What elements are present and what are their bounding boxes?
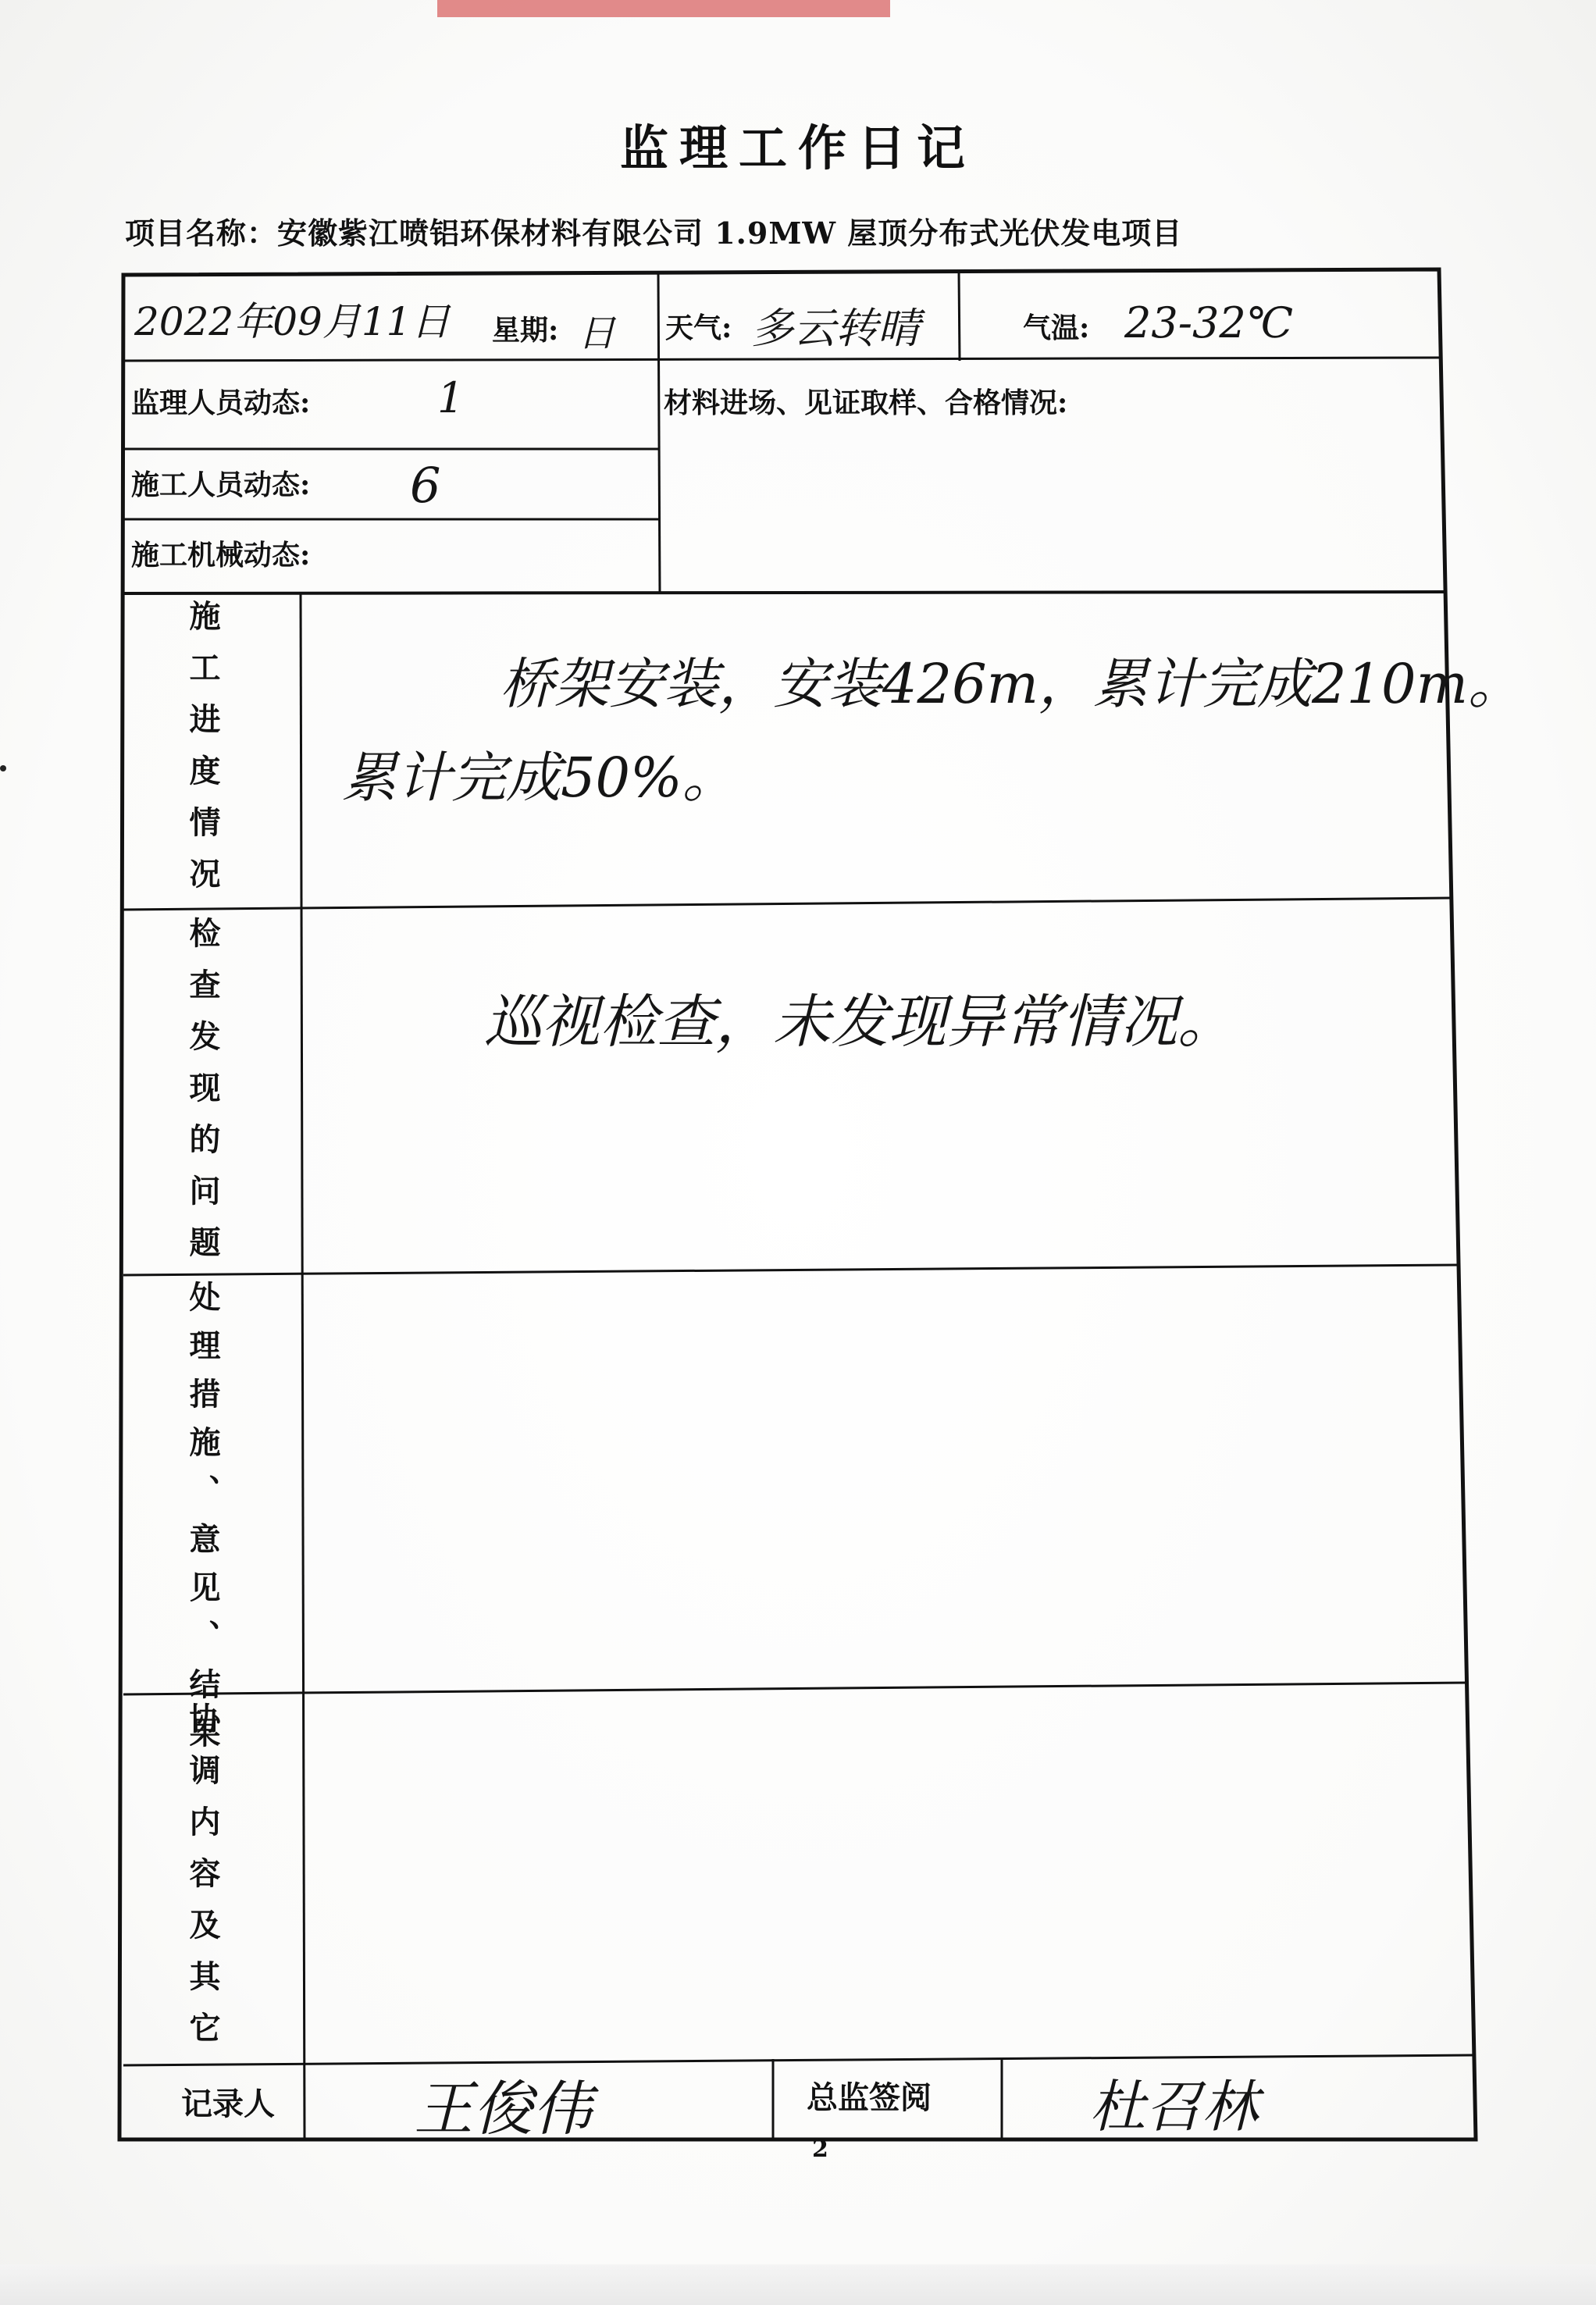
- temperature-value: 23-32℃: [1124, 298, 1294, 347]
- progress-label: [176, 600, 223, 909]
- temperature-label: 气温:: [1023, 312, 1090, 344]
- issues-text: 巡视检查，未发现异常情况。: [484, 989, 1235, 1056]
- project-name: 项目名称：安徽紫江喷铝环保材料有限公司 1.9MW 屋顶分布式光伏发电项目: [125, 216, 1183, 251]
- worker-staff-value: 6: [410, 457, 441, 514]
- progress-label-text: 施工进度情况: [184, 600, 221, 909]
- recorder-label: 记录人: [181, 2086, 275, 2122]
- weather-value: 多云转晴: [751, 304, 920, 353]
- measures-label: [176, 1281, 223, 1765]
- machinery-label: 施工机械动态:: [131, 539, 311, 572]
- page-title: 监理工作日记: [619, 119, 976, 176]
- supervisor-staff-label: 监理人员动态:: [131, 387, 311, 419]
- chief-supervisor-signature: 杜召林: [1089, 2074, 1259, 2139]
- weekday-value: 日: [578, 312, 616, 355]
- issues-label: [176, 917, 223, 1277]
- weekday-label: 星期:: [492, 314, 559, 347]
- coordination-label-text: 协调内容及其它: [184, 1702, 221, 2063]
- measures-label-text: 处理措施、意见、结果: [184, 1281, 221, 1765]
- worker-staff-label: 施工人员动态:: [131, 468, 311, 501]
- date-handwritten: 2022年09月11日: [134, 299, 451, 344]
- issues-label-text: 检查发现的问题: [184, 917, 221, 1277]
- supervisor-staff-value: 1: [437, 373, 465, 422]
- page-number: 2: [812, 2136, 828, 2163]
- coordination-label: [176, 1702, 223, 2063]
- weather-label: 天气:: [665, 312, 732, 344]
- recorder-signature: 王俊伟: [414, 2074, 592, 2143]
- progress-text-line1: 桥架安装，安装426m，累计完成210m。: [500, 652, 1523, 716]
- progress-text-line2: 累计完成50%。: [342, 746, 737, 810]
- material-label: 材料进场、见证取样、合格情况:: [664, 387, 1068, 419]
- chief-supervisor-label: 总监签阅: [807, 2079, 932, 2116]
